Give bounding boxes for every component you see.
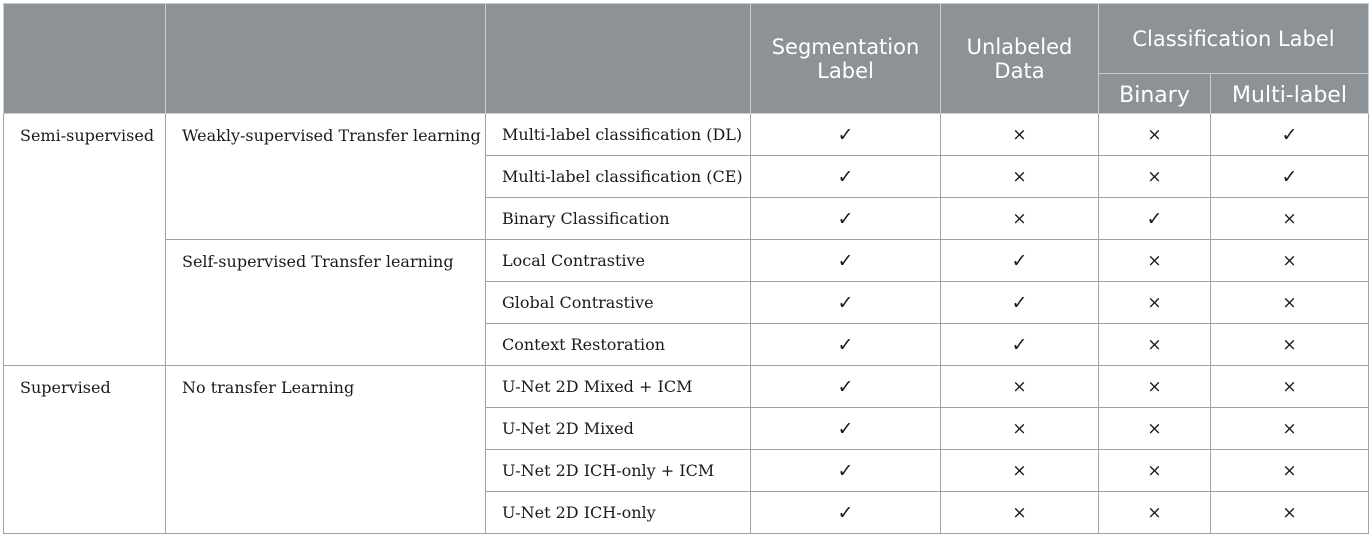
multi-label-mark: × (1211, 408, 1369, 450)
unlabeled-mark: ✓ (941, 282, 1099, 324)
binary-mark: × (1099, 114, 1211, 156)
method-cell: U-Net 2D Mixed + ICM (486, 366, 751, 408)
segmentation-mark: ✓ (751, 198, 941, 240)
multi-label-mark: × (1211, 450, 1369, 492)
table-body (4, 114, 1369, 534)
segmentation-mark: ✓ (751, 240, 941, 282)
segmentation-mark: ✓ (751, 492, 941, 534)
segmentation-mark: ✓ (751, 408, 941, 450)
table-row (4, 240, 1369, 282)
multi-label-mark: × (1211, 198, 1369, 240)
method-cell: U-Net 2D Mixed (486, 408, 751, 450)
binary-mark: × (1099, 366, 1211, 408)
binary-mark: × (1099, 282, 1211, 324)
method-cell: U-Net 2D ICH-only + ICM (486, 450, 751, 492)
unlabeled-mark: ✓ (941, 324, 1099, 366)
method-cell: Multi-label classification (DL) (486, 114, 751, 156)
segmentation-mark: ✓ (751, 156, 941, 198)
method-cell: Context Restoration (486, 324, 751, 366)
unlabeled-mark: ✓ (941, 240, 1099, 282)
group-semi-supervised: Semi-supervised (4, 114, 166, 366)
binary-mark: × (1099, 156, 1211, 198)
header-empty-3 (486, 4, 751, 114)
multi-label-mark: × (1211, 366, 1369, 408)
table-row (4, 366, 1369, 408)
header-binary: Binary (1099, 74, 1211, 114)
subgroup-self-supervised: Self-supervised Transfer learning (166, 240, 486, 366)
unlabeled-mark: × (941, 198, 1099, 240)
method-cell: Multi-label classification (CE) (486, 156, 751, 198)
segmentation-mark: ✓ (751, 450, 941, 492)
binary-mark: × (1099, 450, 1211, 492)
multi-label-mark: ✓ (1211, 114, 1369, 156)
method-cell: Local Contrastive (486, 240, 751, 282)
multi-label-mark: × (1211, 492, 1369, 534)
header-unlabeled-data: Unlabeled Data (941, 4, 1099, 114)
binary-mark: × (1099, 240, 1211, 282)
header-segmentation-label: Segmentation Label (751, 4, 941, 114)
method-cell: Binary Classification (486, 198, 751, 240)
multi-label-mark: ✓ (1211, 156, 1369, 198)
unlabeled-mark: × (941, 492, 1099, 534)
binary-mark: × (1099, 408, 1211, 450)
unlabeled-mark: × (941, 408, 1099, 450)
multi-label-mark: × (1211, 282, 1369, 324)
subgroup-weakly-supervised: Weakly-supervised Transfer learning (166, 114, 486, 240)
segmentation-mark: ✓ (751, 114, 941, 156)
multi-label-mark: × (1211, 324, 1369, 366)
method-cell: U-Net 2D ICH-only (486, 492, 751, 534)
unlabeled-mark: × (941, 366, 1099, 408)
header-multi-label: Multi-label (1211, 74, 1369, 114)
unlabeled-mark: × (941, 114, 1099, 156)
table-row (4, 114, 1369, 156)
segmentation-mark: ✓ (751, 324, 941, 366)
comparison-table (3, 3, 1369, 534)
multi-label-mark: × (1211, 240, 1369, 282)
unlabeled-mark: × (941, 156, 1099, 198)
binary-mark: × (1099, 324, 1211, 366)
segmentation-mark: ✓ (751, 282, 941, 324)
header-empty-1 (4, 4, 166, 114)
group-supervised: Supervised (4, 366, 166, 534)
table-header (4, 4, 1369, 114)
binary-mark: ✓ (1099, 198, 1211, 240)
header-empty-2 (166, 4, 486, 114)
subgroup-no-transfer: No transfer Learning (166, 366, 486, 534)
segmentation-mark: ✓ (751, 366, 941, 408)
unlabeled-mark: × (941, 450, 1099, 492)
header-classification-label: Classification Label (1099, 4, 1369, 74)
binary-mark: × (1099, 492, 1211, 534)
method-cell: Global Contrastive (486, 282, 751, 324)
